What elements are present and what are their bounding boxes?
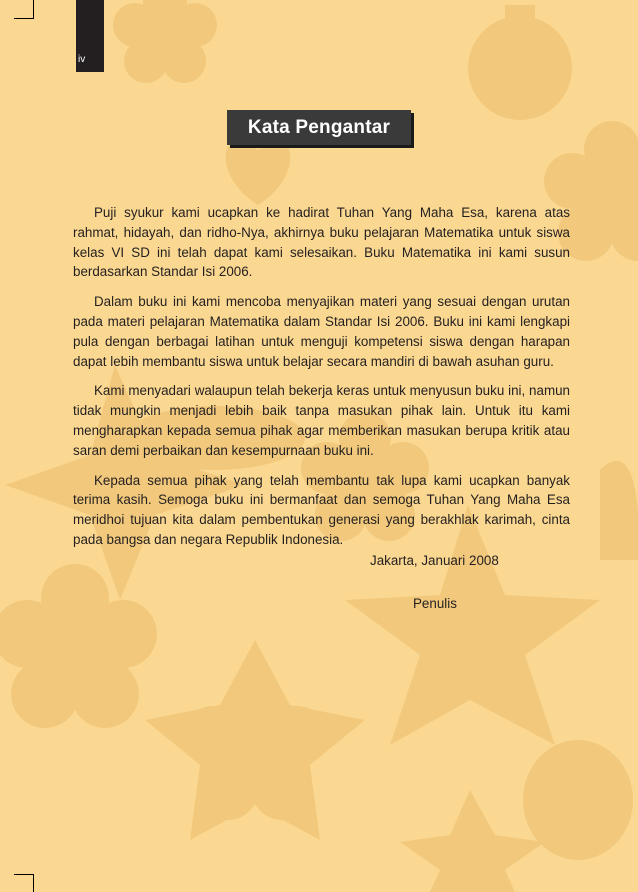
- paragraph: Dalam buku ini kami mencoba menyajikan materi yang sesuai dengan urutan pada materi pelajaran Matematika dalam Standar Isi 2006. Buku ini kami lengkapi pula dengan berbagai latihan untuk menguji kompetensi siswa dengan harapan dapat lebih membantu siswa untuk belajar secara mandiri di bawah asuhan guru.: [73, 294, 570, 369]
- closing-signature: Penulis: [413, 596, 457, 611]
- body-text: [73, 203, 570, 560]
- bulb-shape: [468, 5, 572, 120]
- closing-place-date: Jakarta, Januari 2008: [370, 553, 499, 568]
- paragraph: Kami menyadari walaupun telah bekerja keras untuk menyusun buku ini, namun tidak mungkin menjadi lebih baik tanpa masukan pihak lain. Untuk itu kami mengharapkan kepada semua pihak agar memberikan masukan berupa kritik atau saran demi perbaikan dan kesempurnaan buku ini.: [73, 383, 570, 458]
- flower-shape: [0, 564, 157, 728]
- crop-mark: [33, 0, 34, 18]
- heart-shape: [226, 141, 291, 205]
- title-box: [227, 110, 411, 145]
- crop-mark: [14, 874, 34, 875]
- crop-mark: [14, 18, 34, 19]
- flower-shape: [183, 674, 327, 820]
- crop-mark: [33, 874, 34, 892]
- flower-shape: [113, 0, 217, 83]
- blob-shape: [600, 461, 638, 560]
- paragraph: Puji syukur kami ucapkan ke hadirat Tuhan Yang Maha Esa, karena atas rahmat, hidayah, dan ridho-Nya, akhirnya buku pelajaran Matematika untuk siswa kelas VI SD ini telah dapat kami selesaikan. Buku Matematika ini kami susun berdasarkan Standar Isi 2006.: [73, 205, 570, 280]
- page-number: iv: [78, 54, 86, 65]
- page-title: Kata Pengantar: [247, 116, 391, 138]
- paragraph: Kepada semua pihak yang telah membantu tak lupa kami ucapkan banyak terima kasih. Semoga buku ini bermanfaat dan semoga Tuhan Yang Maha Esa meridhoi tujuan kita dalam pembentukan generasi yang berakhlak karimah, cinta pada bangsa dan negara Republik Indonesia.: [73, 472, 570, 547]
